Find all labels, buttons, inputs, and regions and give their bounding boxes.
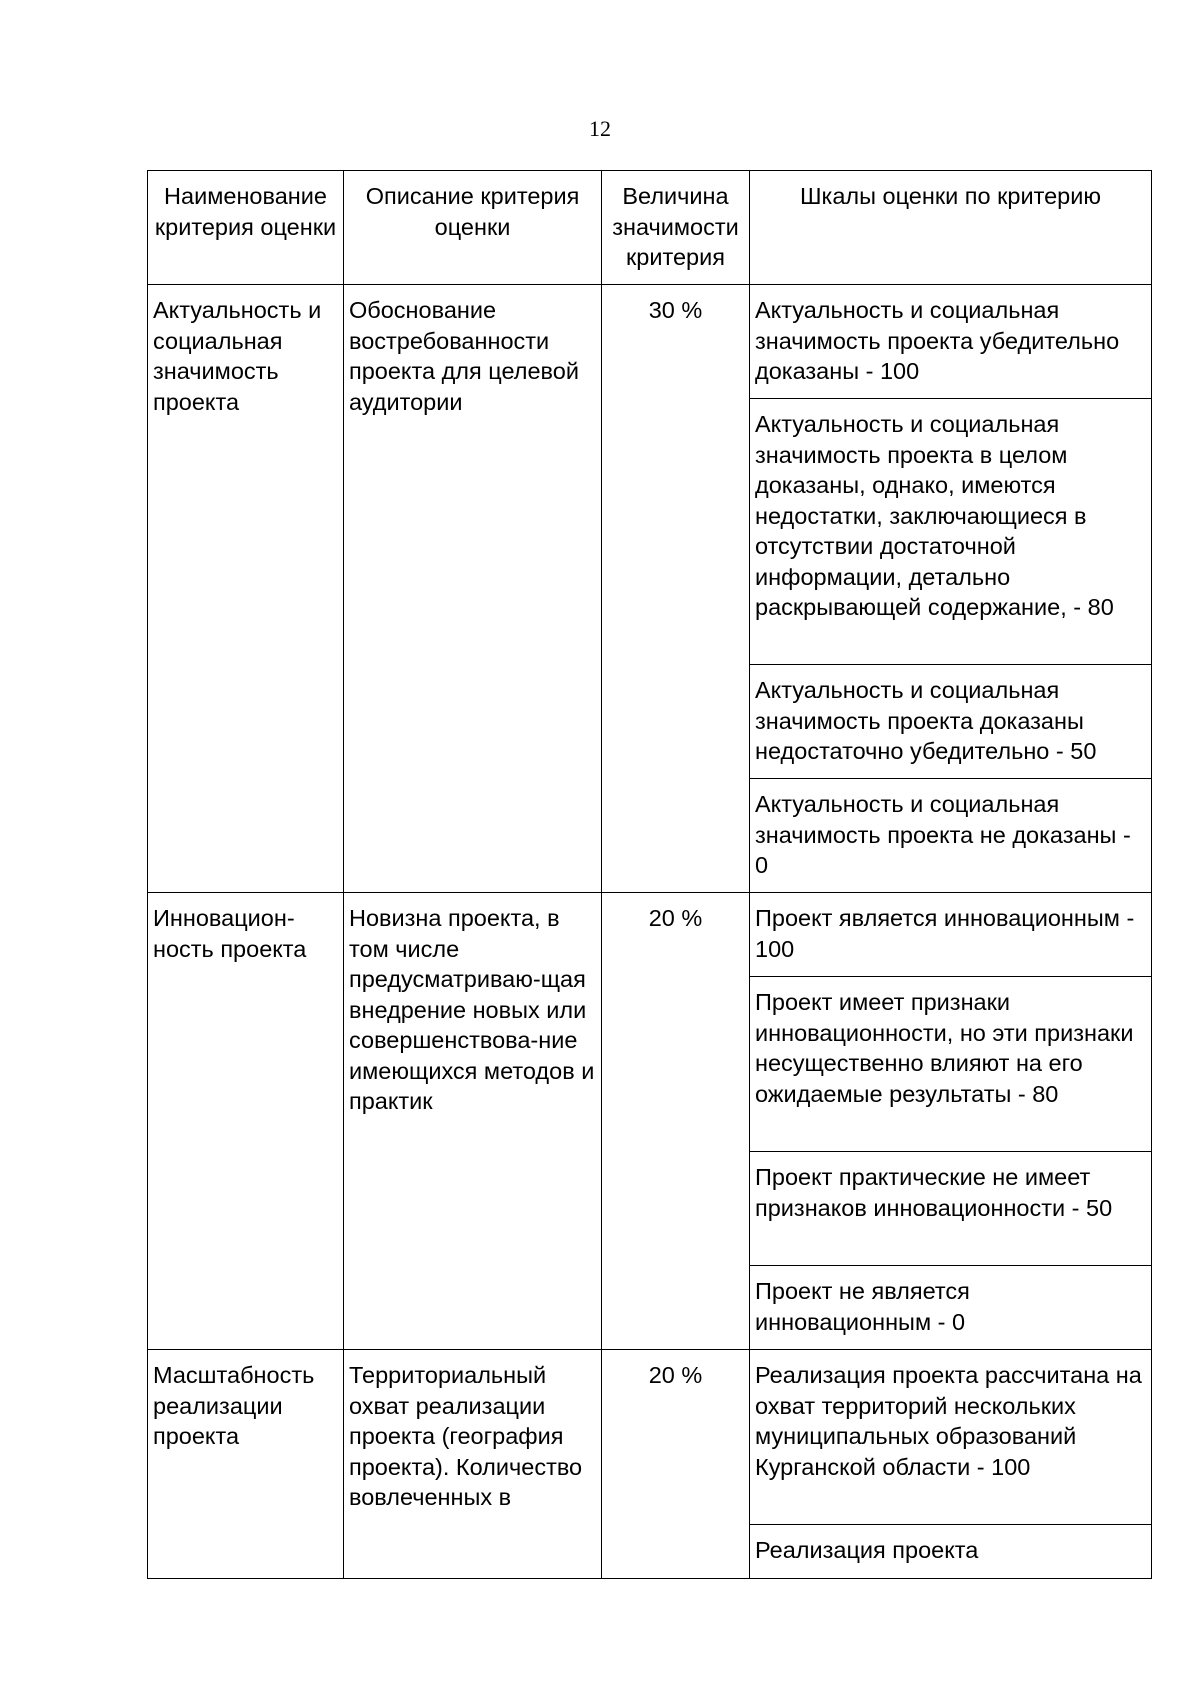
scale-item: Проект не является инновационным - 0 — [750, 1266, 1152, 1350]
criterion-name: Актуальность и социальная значимость проекта — [148, 285, 344, 893]
header-criterion-weight: Величина значимости критерия — [602, 171, 750, 285]
header-criterion-name: Наименование критерия оценки — [148, 171, 344, 285]
scale-item: Актуальность и социальная значимость проекта убедительно доказаны - 100 — [750, 285, 1152, 399]
header-row — [148, 171, 1152, 285]
header-criterion-description: Описание критерия оценки — [344, 171, 602, 285]
criterion-weight: 20 % — [602, 893, 750, 1350]
scale-item: Реализация проекта — [750, 1525, 1152, 1579]
scale-item: Актуальность и социальная значимость проекта в целом доказаны, однако, имеются недостатки, заключающиеся в отсутствии достаточной информации, детально раскрывающей содержание, - 80 — [750, 399, 1152, 665]
table-row — [148, 893, 1152, 977]
criterion-description: Новизна проекта, в том числе предусматриваю-щая внедрение новых или совершенствова-ние имеющихся методов и практик — [344, 893, 602, 1350]
criterion-weight: 20 % — [602, 1350, 750, 1579]
criterion-weight: 30 % — [602, 285, 750, 893]
criteria-table — [147, 170, 1152, 1579]
scale-item: Реализация проекта рассчитана на охват территорий нескольких муниципальных образований Курганской области - 100 — [750, 1350, 1152, 1525]
scale-item: Проект практические не имеет признаков инновационности - 50 — [750, 1152, 1152, 1266]
header-criterion-scales: Шкалы оценки по критерию — [750, 171, 1152, 285]
page-number: 12 — [589, 116, 611, 141]
scale-item: Проект имеет признаки инновационности, но эти признаки несущественно влияют на его ожидаемые результаты - 80 — [750, 977, 1152, 1152]
table-row — [148, 285, 1152, 399]
criterion-name: Инновацион-ность проекта — [148, 893, 344, 1350]
criterion-description: Территориальный охват реализации проекта (география проекта). Количество вовлеченных в — [344, 1350, 602, 1579]
table-row — [148, 1350, 1152, 1525]
criterion-description: Обоснование востребованности проекта для целевой аудитории — [344, 285, 602, 893]
scale-item: Проект является инновационным - 100 — [750, 893, 1152, 977]
scale-item: Актуальность и социальная значимость проекта не доказаны - 0 — [750, 779, 1152, 893]
criterion-name: Масштабность реализации проекта — [148, 1350, 344, 1579]
scale-item: Актуальность и социальная значимость проекта доказаны недостаточно убедительно - 50 — [750, 665, 1152, 779]
